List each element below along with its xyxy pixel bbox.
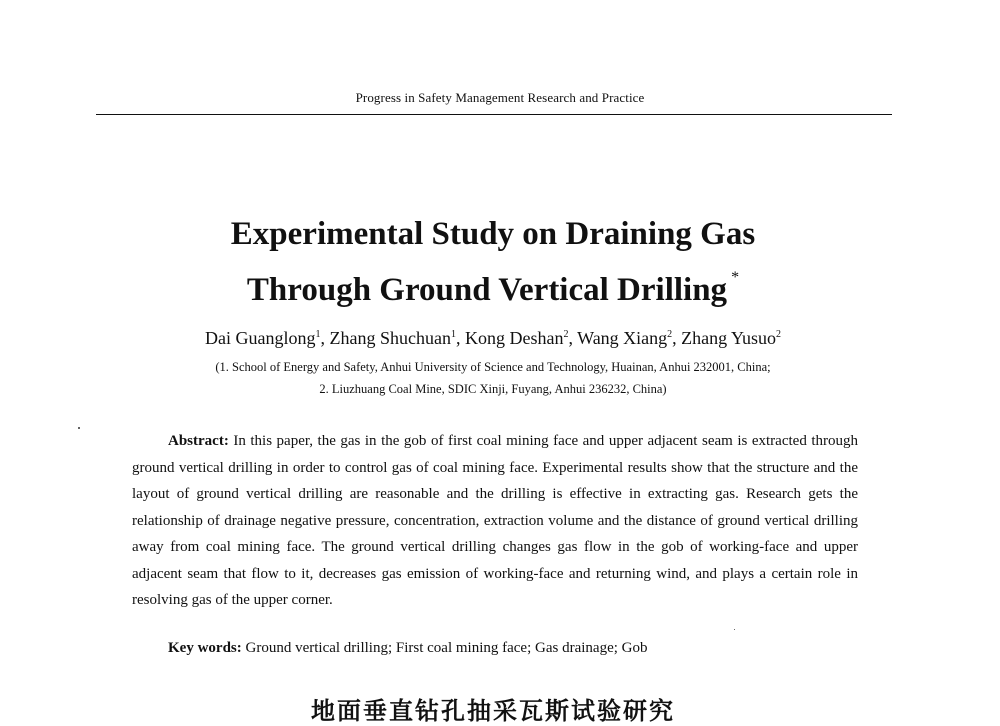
author: Dai Guanglong$^1$, (205, 328, 330, 348)
title-line-1: Experimental Study on Draining Gas (230, 216, 756, 252)
abstract (132, 428, 858, 614)
header-rule (96, 114, 892, 115)
chinese-title: 地面垂直钻孔抽采瓦斯试验研究 (311, 697, 675, 725)
author: Kong Deshan$^2$, (464, 328, 578, 348)
author: Zhang Shuchuan$^1$, (329, 328, 465, 348)
title-line-2: Through Ground Vertical Drilling * (246, 269, 740, 308)
abstract-label: Abstract: (168, 433, 229, 449)
title-footnote-mark: * (731, 269, 740, 286)
author: Wang Xiang$^2$, (577, 328, 682, 348)
author-list (0, 328, 986, 349)
paper-title (0, 212, 986, 312)
scan-speck (734, 629, 735, 630)
scan-speck (78, 427, 80, 429)
abstract-text: In this paper, the gas in the gob of first coal mining face and upper adjacent seam is extracted through ground vertical drilling in order to control gas of coal mining face. Experimental results show that the structure and the layout of ground vertical drilling are reasonable and the drilling is effective in extracting gas. Research gets the relationship of drainage negative pressure, concentration, extraction volume and the distance of ground vertical drilling away from coal mining face. The ground vertical drilling changes gas flow in the gob of working-face and upper adjacent seam that flow to it, decreases gas emission of working-face and returning wind, and plays a certain role in resolving gas of the upper corner. (132, 433, 858, 608)
keywords-text: Ground vertical drilling; First coal mining face; Gas drainage; Gob (241, 640, 648, 656)
affiliation-line-1: (1. School of Energy and Safety, Anhui University of Science and Technology, Huainan, Anhui 232001, China; (215, 360, 771, 374)
affiliation-line-2: 2. Liuzhuang Coal Mine, SDIC Xinji, Fuyang, Anhui 236232, China) (319, 382, 667, 396)
keywords (168, 640, 868, 657)
author: Zhang Yusuo$^2$ (681, 328, 781, 348)
keywords-label: Key words: (168, 640, 242, 656)
running-head: Progress in Safety Management Research and Practice (355, 90, 645, 105)
